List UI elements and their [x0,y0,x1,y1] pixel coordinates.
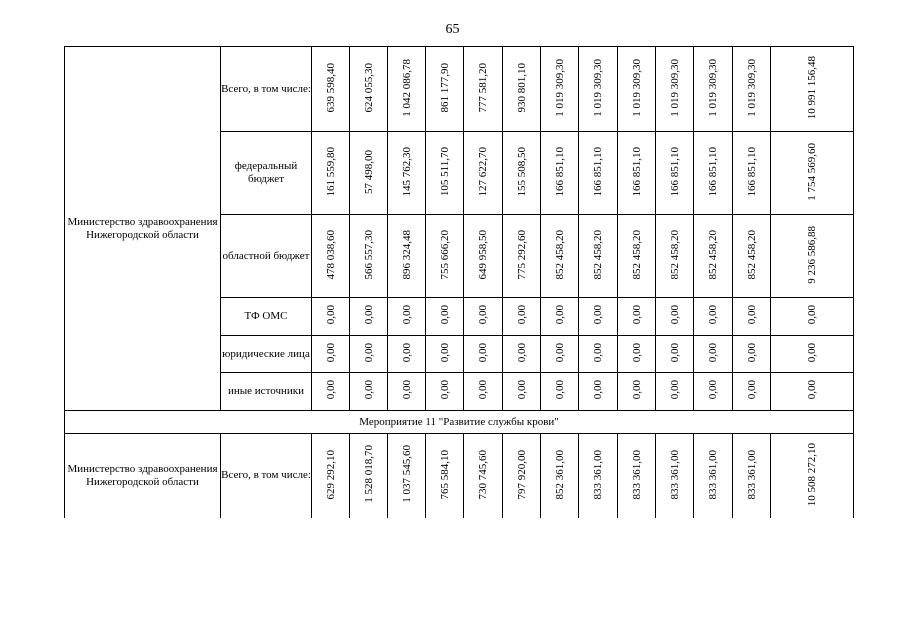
value-text: 127 622,70 [477,146,489,197]
value-cell [503,132,541,215]
total-cell [771,434,854,518]
section-header [65,411,854,434]
value-text: 1 042 086,78 [400,58,413,117]
value-text: 0,00 [707,380,719,400]
table-row [65,47,854,132]
value-text: 833 361,00 [668,449,681,499]
org-cell: Министерство здравоохранения Нижегородской области [65,434,221,518]
page-number: 65 [445,22,460,37]
value-cell [426,47,464,132]
value-text: 0,00 [630,342,643,363]
total-cell [771,47,854,132]
value-cell [618,373,656,411]
value-cell [733,132,771,215]
value-cell [464,373,503,411]
value-text: 0,00 [362,305,375,325]
value-text: 0,00 [477,305,489,325]
value-text: 639 598,40 [324,62,337,113]
value-cell [312,132,350,215]
total-text: 0,00 [806,380,818,400]
value-cell [541,132,579,215]
value-cell [388,298,426,336]
value-cell [733,298,771,336]
value-cell [464,298,503,336]
value-cell [579,336,618,373]
value-cell [350,373,388,411]
value-text: 861 177,90 [438,62,451,113]
value-text: 161 559,80 [324,146,337,197]
value-text: 0,00 [553,305,566,325]
value-text: 1 019 309,30 [553,58,566,117]
value-text: 0,00 [362,380,375,400]
source-label: иные источники [221,373,312,411]
value-text: 0,00 [707,305,719,325]
value-cell [694,132,733,215]
source-label: Всего, в том числе: [221,47,312,132]
value-cell [503,215,541,298]
value-cell [733,373,771,411]
value-text: 105 511,70 [438,146,451,197]
value-text: 0,00 [477,342,489,363]
value-text: 0,00 [438,305,451,325]
value-text: 1 528 018,70 [362,445,375,504]
value-text: 797 920,00 [515,449,528,499]
value-cell [350,434,388,518]
total-text: 0,00 [806,342,818,363]
value-text: 0,00 [668,342,681,363]
value-cell [312,47,350,132]
value-text: 930 801,10 [515,62,528,113]
value-cell [541,47,579,132]
value-cell [426,434,464,518]
value-cell [426,215,464,298]
value-text: 145 762,30 [400,146,413,197]
value-text: 833 361,00 [592,449,604,499]
value-cell [694,434,733,518]
value-cell [388,434,426,518]
value-cell [656,298,694,336]
value-cell [618,215,656,298]
value-cell [733,215,771,298]
value-text: 896 324,48 [400,229,413,280]
source-label: Всего, в том числе: [221,434,312,518]
value-text: 852 458,20 [707,229,719,280]
value-text: 57 498,00 [362,149,375,194]
value-cell [503,298,541,336]
value-text: 0,00 [630,380,643,400]
value-text: 833 361,00 [707,449,719,499]
value-text: 755 666,20 [438,229,451,280]
total-text: 10 991 156,48 [806,55,818,120]
source-label: областной бюджет [221,215,312,298]
value-cell [618,47,656,132]
value-cell [579,132,618,215]
value-text: 166 851,10 [630,146,643,197]
value-text: 0,00 [592,342,604,363]
value-text: 649 958,50 [477,229,489,280]
value-cell [312,215,350,298]
value-cell [464,434,503,518]
total-text: 9 236 586,88 [806,225,818,284]
value-cell [618,298,656,336]
value-text: 0,00 [553,380,566,400]
value-text: 166 851,10 [553,146,566,197]
value-cell [426,373,464,411]
block-2 [65,434,854,518]
value-cell [388,336,426,373]
value-cell [426,336,464,373]
total-text: 10 508 272,10 [806,442,818,506]
value-text: 0,00 [400,305,413,325]
value-cell [426,132,464,215]
value-text: 0,00 [438,342,451,363]
total-cell [771,298,854,336]
value-text: 629 292,10 [324,449,337,499]
value-text: 566 557,30 [362,229,375,280]
value-cell [541,336,579,373]
value-cell [618,336,656,373]
value-text: 852 361,00 [553,449,566,499]
total-cell [771,373,854,411]
value-text: 775 292,60 [515,229,528,280]
value-cell [656,336,694,373]
value-cell [464,47,503,132]
source-label: ТФ ОМС [221,298,312,336]
value-text: 0,00 [745,380,758,400]
value-cell [388,132,426,215]
value-text: 1 019 309,30 [707,58,719,117]
value-cell [694,298,733,336]
value-cell [541,215,579,298]
value-cell [656,434,694,518]
value-cell [733,434,771,518]
value-cell [733,336,771,373]
value-cell [733,47,771,132]
value-cell [503,434,541,518]
total-cell [771,132,854,215]
total-cell [771,215,854,298]
value-cell [464,336,503,373]
value-text: 0,00 [515,342,528,363]
value-cell [388,47,426,132]
source-label: федеральный бюджет [221,132,312,215]
value-cell [579,434,618,518]
value-cell [350,215,388,298]
value-cell [350,132,388,215]
value-cell [503,47,541,132]
value-text: 624 055,30 [362,62,375,113]
value-cell [350,298,388,336]
value-text: 852 458,20 [630,229,643,280]
value-cell [464,132,503,215]
value-text: 852 458,20 [745,229,758,280]
value-cell [694,215,733,298]
value-cell [350,47,388,132]
value-text: 166 851,10 [668,146,681,197]
value-cell [350,336,388,373]
value-text: 0,00 [745,305,758,325]
value-cell [618,132,656,215]
value-text: 0,00 [324,342,337,363]
value-text: 852 458,20 [668,229,681,280]
value-text: 0,00 [515,305,528,325]
value-text: 1 037 545,60 [400,445,413,504]
value-cell [656,132,694,215]
value-text: 0,00 [592,380,604,400]
value-text: 0,00 [324,380,337,400]
total-cell [771,336,854,373]
value-text: 833 361,00 [630,449,643,499]
value-text: 0,00 [362,342,375,363]
value-cell [464,215,503,298]
table-row [65,434,854,518]
block-1 [65,47,854,411]
value-cell [312,434,350,518]
value-text: 0,00 [668,380,681,400]
total-text: 1 754 569,60 [806,142,818,201]
value-text: 166 851,10 [745,146,758,197]
value-text: 777 581,20 [477,62,489,113]
value-text: 166 851,10 [707,146,719,197]
value-cell [503,373,541,411]
budget-table [64,46,854,518]
value-text: 0,00 [668,305,681,325]
value-cell [579,298,618,336]
value-text: 852 458,20 [553,229,566,280]
source-label: юридические лица [221,336,312,373]
value-text: 765 584,10 [438,449,451,499]
value-text: 730 745,60 [477,449,489,499]
table-row [65,411,854,434]
value-text: 155 508,50 [515,146,528,197]
value-text: 1 019 309,30 [668,58,681,117]
value-cell [312,298,350,336]
value-text: 0,00 [630,305,643,325]
value-text: 0,00 [400,342,413,363]
value-text: 0,00 [438,380,451,400]
value-cell [541,298,579,336]
value-text: 1 019 309,30 [630,58,643,117]
value-text: 0,00 [515,380,528,400]
section-title: Мероприятие 11 "Развитие службы крови" [65,411,854,434]
value-text: 833 361,00 [745,449,758,499]
value-cell [426,298,464,336]
value-cell [656,215,694,298]
value-cell [312,373,350,411]
value-cell [503,336,541,373]
value-cell [541,373,579,411]
value-text: 0,00 [324,305,337,325]
value-text: 0,00 [707,342,719,363]
value-text: 1 019 309,30 [745,58,758,117]
total-text: 0,00 [806,305,818,325]
org-cell: Министерство здравоохранения Нижегородской области [65,47,221,411]
value-cell [312,336,350,373]
value-cell [579,215,618,298]
value-cell [579,47,618,132]
value-text: 0,00 [400,380,413,400]
value-text: 0,00 [477,380,489,400]
value-text: 1 019 309,30 [592,58,604,117]
value-cell [388,215,426,298]
value-text: 852 458,20 [592,229,604,280]
value-text: 0,00 [553,342,566,363]
value-cell [656,373,694,411]
value-cell [656,47,694,132]
value-text: 0,00 [745,342,758,363]
value-cell [541,434,579,518]
value-cell [694,373,733,411]
value-text: 478 038,60 [324,229,337,280]
value-cell [694,47,733,132]
value-cell [618,434,656,518]
value-cell [579,373,618,411]
value-text: 166 851,10 [592,146,604,197]
value-text: 0,00 [592,305,604,325]
value-cell [388,373,426,411]
value-cell [694,336,733,373]
